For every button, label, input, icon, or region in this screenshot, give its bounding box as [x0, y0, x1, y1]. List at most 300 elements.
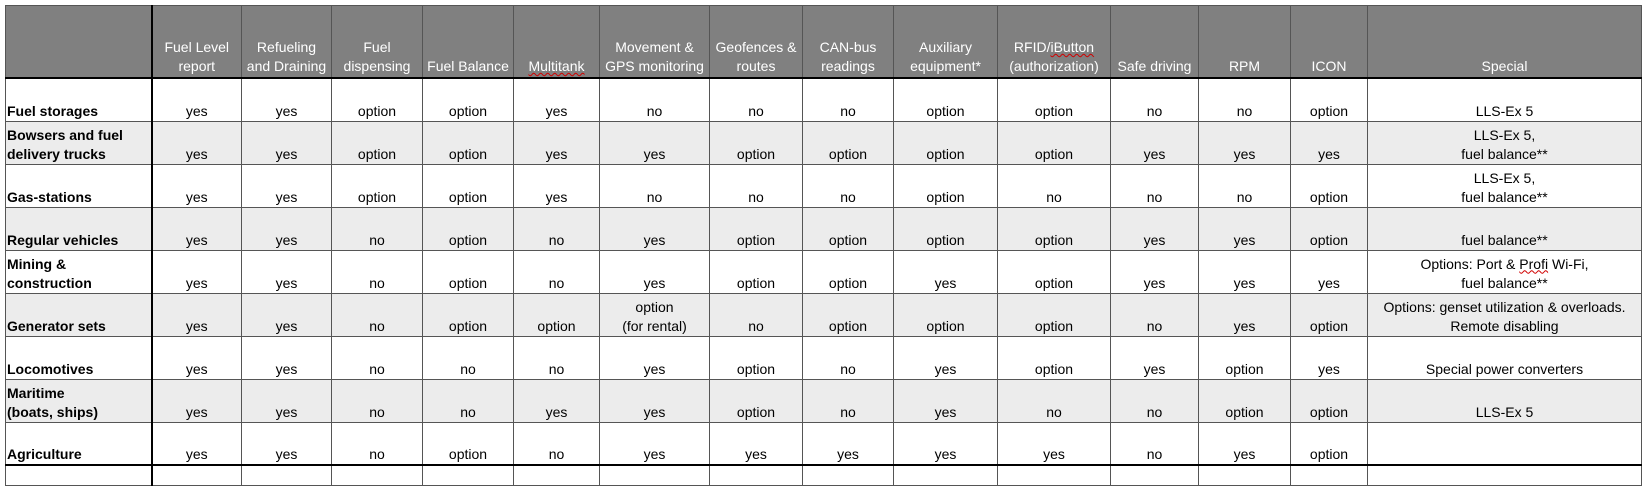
table-cell — [1199, 164, 1291, 207]
table-cell — [710, 379, 803, 422]
table-row — [6, 293, 1642, 336]
cell-value: option — [1034, 102, 1074, 119]
cell-value: no — [1236, 102, 1253, 119]
empty-cell — [6, 465, 152, 486]
spellcheck-word: Profi — [1519, 255, 1549, 272]
table-cell — [152, 250, 242, 293]
table-cell — [1199, 422, 1291, 465]
cell-value: LLS-Ex 5 — [1475, 102, 1534, 119]
row-header — [6, 336, 152, 379]
cell-value: option — [736, 231, 776, 248]
column-header-label: Movement & GPS monitoring — [605, 39, 704, 74]
cell-value: option — [448, 145, 488, 162]
table-cell — [514, 293, 600, 336]
column-header — [514, 6, 600, 79]
table-cell — [423, 293, 514, 336]
cell-value: option — [448, 274, 488, 291]
table-cell — [1111, 78, 1199, 121]
cell-value: option — [1034, 360, 1074, 377]
table-row — [6, 250, 1642, 293]
cell-value: yes — [643, 274, 666, 291]
cell-value: yes — [185, 403, 208, 420]
cell-value: no — [748, 317, 764, 334]
empty-cell — [1291, 465, 1368, 486]
header-row — [6, 6, 1642, 79]
table-row — [6, 379, 1642, 422]
cell-value: option (for rental) — [622, 298, 687, 334]
table-cell — [152, 121, 242, 164]
table-cell — [803, 78, 894, 121]
cell-value: option — [1309, 317, 1349, 334]
row-header — [6, 78, 152, 121]
table-cell — [1199, 336, 1291, 379]
table-cell — [1111, 250, 1199, 293]
empty-cell — [514, 465, 600, 486]
row-header — [6, 422, 152, 465]
table-cell — [803, 379, 894, 422]
cell-value: no — [460, 403, 476, 420]
cell-value: yes — [1233, 145, 1256, 162]
table-cell — [152, 422, 242, 465]
table-cell — [423, 379, 514, 422]
row-header — [6, 207, 152, 250]
cell-value: option — [828, 274, 868, 291]
cell-value: LLS-Ex 5, fuel balance** — [1461, 169, 1548, 205]
table-header — [6, 6, 1642, 79]
row-header-label: Maritime (boats, ships) — [7, 384, 99, 420]
cell-value: yes — [545, 188, 568, 205]
column-header — [894, 6, 998, 79]
cell-value: Special power converters — [1425, 360, 1584, 377]
cell-value: yes — [185, 274, 208, 291]
spellcheck-word: iButton — [1050, 39, 1095, 55]
cell-value: option — [448, 446, 488, 462]
column-header — [1199, 6, 1291, 79]
table-cell — [600, 422, 710, 465]
cell-value: option — [448, 231, 488, 248]
table-cell — [1291, 250, 1368, 293]
table-cell — [242, 207, 332, 250]
cell-value: yes — [185, 102, 208, 119]
empty-cell — [152, 465, 242, 486]
column-header — [1368, 6, 1642, 79]
row-header-label: Locomotives — [7, 360, 94, 377]
row-header-label: Bowsers and fuel delivery trucks — [7, 126, 123, 162]
cell-value: option — [828, 317, 868, 334]
table-cell — [332, 379, 423, 422]
cell-value: yes — [1233, 274, 1256, 291]
table-cell — [423, 422, 514, 465]
cell-value: yes — [185, 188, 208, 205]
cell-value: yes — [275, 360, 298, 377]
table-cell — [803, 250, 894, 293]
cell-value: option — [1309, 102, 1349, 119]
cell-value: option — [448, 317, 488, 334]
table-row — [6, 336, 1642, 379]
cell-value: yes — [643, 403, 666, 420]
cell-value: option — [1309, 403, 1349, 420]
table-cell — [894, 207, 998, 250]
cell-value: yes — [934, 274, 957, 291]
table-cell — [514, 422, 600, 465]
cell-value: no — [369, 231, 385, 248]
cell-value: no — [748, 102, 764, 119]
cell-value: yes — [275, 403, 298, 420]
table-cell — [514, 121, 600, 164]
cell-value: yes — [545, 403, 568, 420]
row-header-label: Gas-stations — [7, 188, 92, 205]
table-cell — [332, 293, 423, 336]
column-header — [710, 6, 803, 79]
table-cell — [710, 336, 803, 379]
row-header-label: Regular vehicles — [7, 231, 119, 248]
table-cell — [1368, 164, 1642, 207]
compatibility-table — [5, 5, 1642, 486]
column-header — [1111, 6, 1199, 79]
row-header — [6, 293, 152, 336]
cell-value: option — [736, 145, 776, 162]
table-cell — [1368, 78, 1642, 121]
cell-value: no — [1146, 446, 1163, 462]
cell-value: no — [1146, 102, 1163, 119]
column-header — [152, 6, 242, 79]
table-cell — [1111, 293, 1199, 336]
cell-value: yes — [643, 231, 666, 248]
cell-value: yes — [275, 317, 298, 334]
cell-value: yes — [1143, 274, 1166, 291]
cell-value: yes — [275, 274, 298, 291]
table-cell — [1111, 207, 1199, 250]
row-header-label: Generator sets — [7, 317, 106, 334]
cell-value: no — [840, 188, 856, 205]
cell-value: yes — [185, 145, 208, 162]
row-header — [6, 121, 152, 164]
cell-value: fuel balance** — [1461, 231, 1548, 248]
cell-value: option — [537, 317, 576, 334]
cell-value: yes — [1233, 231, 1256, 248]
table-cell — [1368, 250, 1642, 293]
table-cell — [803, 422, 894, 465]
table-cell — [1199, 121, 1291, 164]
table-cell — [1199, 78, 1291, 121]
table-cell — [1111, 379, 1199, 422]
empty-cell — [242, 465, 332, 486]
table-cell — [803, 293, 894, 336]
table-body — [6, 78, 1642, 486]
table-cell — [1291, 293, 1368, 336]
table-cell — [894, 293, 998, 336]
table-cell — [600, 207, 710, 250]
cell-value: yes — [1233, 446, 1256, 462]
cell-value: yes — [275, 231, 298, 248]
table-cell — [423, 121, 514, 164]
table-cell — [514, 78, 600, 121]
cell-value: no — [646, 188, 663, 205]
cell-value: option — [1309, 231, 1349, 248]
cell-value: option — [736, 403, 776, 420]
table-cell — [894, 336, 998, 379]
cell-value: option — [357, 188, 397, 205]
table-cell — [710, 422, 803, 465]
cell-value: no — [1146, 188, 1163, 205]
column-header-label: ICON — [1311, 58, 1347, 74]
cell-value: option — [448, 188, 488, 205]
table-cell — [1291, 336, 1368, 379]
cell-value: yes — [1143, 360, 1166, 377]
table-cell — [1291, 78, 1368, 121]
cell-value: yes — [275, 446, 298, 462]
column-header — [242, 6, 332, 79]
table-cell — [1291, 207, 1368, 250]
empty-cell — [803, 465, 894, 486]
row-header-label: Fuel storages — [7, 102, 99, 119]
cell-value: option — [1309, 446, 1349, 462]
cell-value: no — [1046, 188, 1062, 205]
table-cell — [152, 379, 242, 422]
table-cell — [152, 78, 242, 121]
table-cell — [242, 250, 332, 293]
cell-value: option — [926, 102, 965, 119]
cell-value: yes — [275, 188, 298, 205]
table-cell — [600, 164, 710, 207]
row-header-label: Agriculture — [7, 446, 82, 462]
table-cell — [998, 207, 1111, 250]
row-header — [6, 379, 152, 422]
table-cell — [242, 78, 332, 121]
column-header-label: Fuel Level report — [164, 39, 230, 74]
cell-value: option — [926, 317, 965, 334]
cell-value: no — [369, 403, 385, 420]
table-cell — [242, 379, 332, 422]
cell-value: option — [357, 102, 397, 119]
table-cell — [1111, 164, 1199, 207]
table-cell — [1291, 422, 1368, 465]
column-header-label: RFID/iButton (authorization) — [1009, 39, 1099, 74]
table-cell — [710, 250, 803, 293]
table-cell — [1111, 121, 1199, 164]
cell-value: no — [548, 446, 565, 462]
cell-value: yes — [934, 360, 957, 377]
cell-value: no — [1146, 317, 1163, 334]
table-cell — [894, 422, 998, 465]
table-cell — [600, 121, 710, 164]
cell-value: option — [736, 274, 776, 291]
cell-value: yes — [1318, 274, 1340, 291]
table-cell — [1291, 379, 1368, 422]
cell-value: yes — [275, 102, 298, 119]
cell-value: no — [840, 403, 856, 420]
table-cell — [998, 164, 1111, 207]
table-cell — [1111, 422, 1199, 465]
table-cell — [710, 78, 803, 121]
table-cell — [1291, 121, 1368, 164]
table-cell — [803, 121, 894, 164]
table-cell — [514, 250, 600, 293]
column-header-label: Refueling and Draining — [246, 39, 327, 74]
table-cell — [600, 336, 710, 379]
cell-value: option — [1034, 274, 1074, 291]
cell-value: yes — [545, 145, 568, 162]
table-cell — [1368, 121, 1642, 164]
table-cell — [803, 164, 894, 207]
cell-value: no — [1146, 403, 1163, 420]
table-cell — [1368, 422, 1642, 465]
table-cell — [894, 78, 998, 121]
cell-value: Options: genset utilization & overloads. Remote disabling — [1383, 298, 1626, 334]
cell-value: yes — [185, 317, 208, 334]
cell-value: LLS-Ex 5, fuel balance** — [1461, 126, 1548, 162]
cell-value: yes — [1143, 145, 1166, 162]
cell-value: option — [828, 231, 868, 248]
column-header-label: Safe driving — [1117, 58, 1192, 74]
cell-value: no — [369, 360, 385, 377]
cell-value: LLS-Ex 5 — [1475, 403, 1534, 420]
cell-value: option — [357, 145, 397, 162]
table-cell — [332, 164, 423, 207]
empty-row — [6, 465, 1642, 486]
table-cell — [1368, 207, 1642, 250]
column-header-label: RPM — [1228, 58, 1261, 74]
table-cell — [803, 336, 894, 379]
table-row — [6, 422, 1642, 465]
table-cell — [894, 121, 998, 164]
row-header-label: Mining & construction — [7, 255, 92, 291]
column-header-label: Special — [1481, 58, 1528, 74]
cell-value: option — [1309, 188, 1349, 205]
cell-value: no — [548, 231, 565, 248]
column-header — [803, 6, 894, 79]
cell-value: no — [1046, 403, 1062, 420]
cell-value: yes — [185, 446, 208, 462]
table-cell — [1291, 164, 1368, 207]
cell-value: option — [926, 231, 965, 248]
cell-value: option — [828, 145, 868, 162]
cell-value: option — [1225, 403, 1264, 420]
row-header — [6, 250, 152, 293]
table-cell — [998, 121, 1111, 164]
cell-value: option — [1034, 145, 1074, 162]
empty-cell — [1199, 465, 1291, 486]
cell-value: no — [548, 274, 565, 291]
table-cell — [332, 121, 423, 164]
table-cell — [514, 336, 600, 379]
table-cell — [152, 207, 242, 250]
table-cell — [803, 207, 894, 250]
table-cell — [710, 293, 803, 336]
table-cell — [152, 164, 242, 207]
cell-value: yes — [275, 145, 298, 162]
cell-value: option — [736, 360, 776, 377]
table-cell — [514, 207, 600, 250]
cell-value: yes — [837, 446, 859, 462]
table-cell — [242, 164, 332, 207]
table-cell — [894, 250, 998, 293]
cell-value: yes — [934, 403, 957, 420]
table-cell — [332, 78, 423, 121]
empty-cell — [710, 465, 803, 486]
column-header — [1291, 6, 1368, 79]
table-cell — [998, 78, 1111, 121]
column-header — [998, 6, 1111, 79]
cell-value: yes — [1318, 145, 1340, 162]
compatibility-table-container — [5, 5, 1642, 486]
cell-value: Options: Port & Profi Wi-Fi, fuel balance** — [1420, 255, 1589, 291]
table-cell — [1199, 379, 1291, 422]
row-header — [6, 164, 152, 207]
table-cell — [514, 379, 600, 422]
table-cell — [998, 293, 1111, 336]
corner-cell — [6, 6, 152, 79]
table-cell — [1111, 336, 1199, 379]
table-cell — [423, 336, 514, 379]
cell-value: yes — [545, 102, 568, 119]
table-cell — [332, 250, 423, 293]
cell-value: yes — [745, 446, 767, 462]
table-cell — [332, 207, 423, 250]
table-cell — [332, 336, 423, 379]
table-cell — [152, 293, 242, 336]
table-cell — [894, 164, 998, 207]
cell-value: option — [926, 188, 965, 205]
cell-value: yes — [643, 145, 666, 162]
cell-value: option — [448, 102, 488, 119]
table-cell — [242, 121, 332, 164]
table-cell — [242, 422, 332, 465]
cell-value: no — [748, 188, 764, 205]
table-cell — [600, 379, 710, 422]
table-cell — [998, 422, 1111, 465]
cell-value: no — [840, 360, 856, 377]
empty-cell — [998, 465, 1111, 486]
cell-value: option — [1225, 360, 1264, 377]
cell-value: yes — [1318, 360, 1340, 377]
column-header-label: Multitank — [528, 58, 585, 74]
cell-value: yes — [185, 360, 208, 377]
cell-value: option — [926, 145, 965, 162]
cell-value: yes — [934, 446, 957, 462]
table-cell — [242, 336, 332, 379]
table-cell — [600, 250, 710, 293]
table-cell — [1199, 250, 1291, 293]
table-cell — [242, 293, 332, 336]
cell-value: no — [1236, 188, 1253, 205]
table-cell — [1368, 336, 1642, 379]
cell-value: yes — [643, 446, 666, 462]
cell-value: no — [369, 446, 385, 462]
table-cell — [998, 379, 1111, 422]
cell-value: no — [548, 360, 565, 377]
table-cell — [710, 121, 803, 164]
table-cell — [423, 78, 514, 121]
table-row — [6, 164, 1642, 207]
table-cell — [600, 78, 710, 121]
cell-value: yes — [1043, 446, 1065, 462]
column-header — [600, 6, 710, 79]
cell-value: yes — [1233, 317, 1256, 334]
table-cell — [332, 422, 423, 465]
table-cell — [1368, 293, 1642, 336]
table-cell — [1368, 379, 1642, 422]
column-header-label: Fuel dispensing — [343, 39, 411, 74]
table-cell — [600, 293, 710, 336]
empty-cell — [1111, 465, 1199, 486]
empty-cell — [1368, 465, 1642, 486]
table-cell — [423, 207, 514, 250]
cell-value: no — [840, 102, 856, 119]
column-header-label: CAN-bus readings — [819, 39, 877, 74]
cell-value: yes — [1143, 231, 1166, 248]
table-row — [6, 207, 1642, 250]
